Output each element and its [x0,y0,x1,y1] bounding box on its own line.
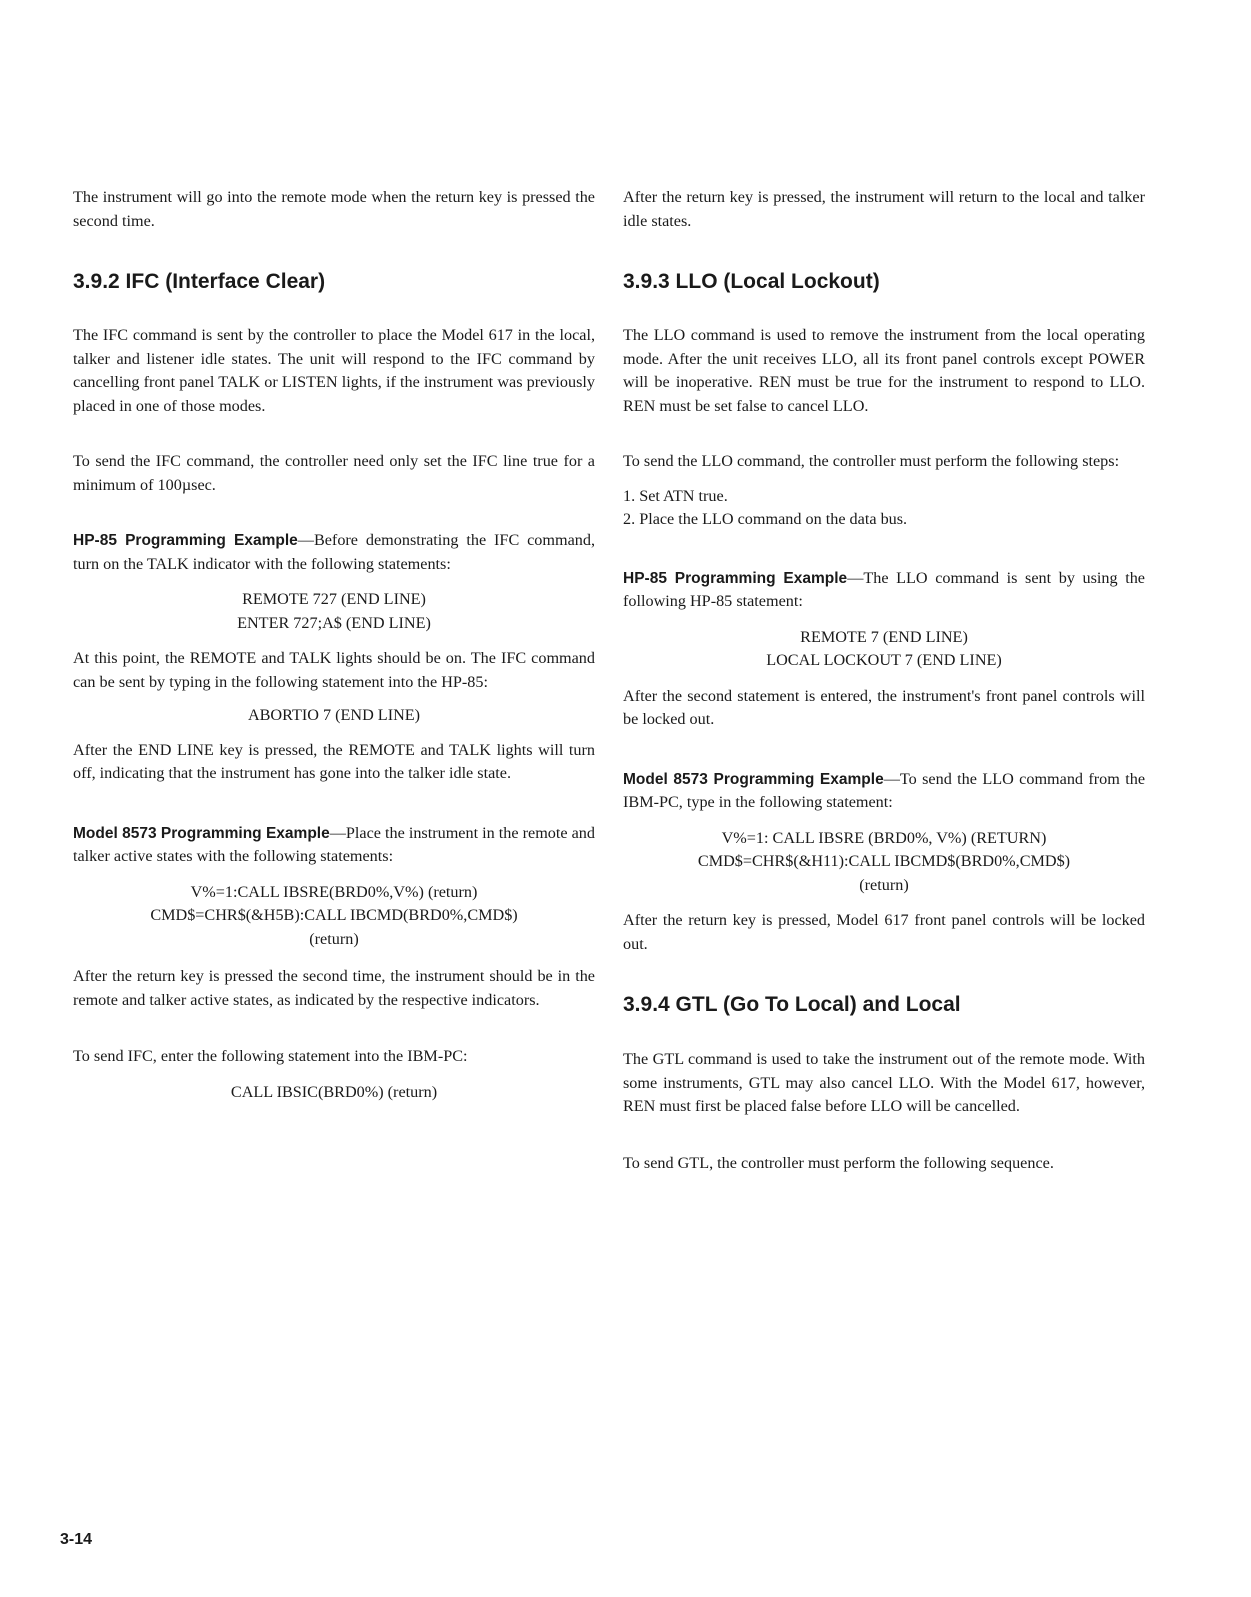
left-column [73,186,595,1104]
remote-talker-active-paragraph: After the return key is pressed the second time, the instrument should be in the remote and talker active states, as indicated by the respective indicators. [73,967,595,1009]
model-8573-llo-example-paragraph [623,768,1145,815]
page-number: 3-14 [60,1531,93,1548]
ifc-send-paragraph: To send the IFC command, the controller need only set the IFC line true for a minimum of 100µsec. [73,452,595,494]
section-heading-llo: 3.9.3 LLO (Local Lockout) [623,270,880,293]
model-8573-example-paragraph [73,822,595,869]
ifc-description-paragraph: The IFC command is sent by the controller to place the Model 617 in the local, talker and listener idle states. The unit will respond to the IFC command by cancelling front panel TALK or LISTEN lights, if the instrument was previously placed in one of those modes. [73,326,595,415]
model-8573-code-block [73,881,595,952]
code-line: CMD$=CHR$(&H5B):CALL IBCMD(BRD0%,CMD$) [150,906,518,924]
model-8573-llo-example-label: Model 8573 Programming Example [623,770,884,788]
code-line: (return) [859,875,909,894]
model-8573-llo-example-text: —To send the LLO command from the IBM-PC, type in the following statement: [623,769,1146,811]
hp85-llo-example-paragraph [623,567,1145,614]
send-ifc-paragraph: To send IFC, enter the following statement into the IBM-PC: [73,1047,468,1065]
model-8573-example-label: Model 8573 Programming Example [73,824,330,842]
hp85-llo-code-block [623,626,1145,673]
llo-description-paragraph: The LLO command is used to remove the instrument from the local operating mode. After the unit receives LLO, all its front panel controls except POWER will be inoperative. REN must be true for the instrument to respond to LLO. REN must be set false to cancel LLO. [623,326,1145,415]
gtl-send-paragraph: To send GTL, the controller must perform the following sequence. [623,1153,1054,1172]
code-line: LOCAL LOCKOUT 7 (END LINE) [766,651,1002,669]
model-8573-llo-code-block [623,827,1145,898]
llo-send-paragraph: To send the LLO command, the controller must perform the following steps: [623,452,1120,470]
list-item: 2. Place the LLO command on the data bus. [623,510,908,528]
section-heading-gtl: 3.9.4 GTL (Go To Local) and Local [623,993,961,1016]
locked-out-paragraph: After the second statement is entered, the instrument's front panel controls will be locked out. [623,686,1145,728]
right-intro-paragraph: After the return key is pressed, the instrument will return to the local and talker idle states. [623,188,1145,230]
remote-talk-lights-paragraph: At this point, the REMOTE and TALK lights should be on. The IFC command can be sent by typing in the following statement into the HP-85: [73,649,595,691]
section-heading-ifc: 3.9.2 IFC (Interface Clear) [73,270,326,293]
abortio-code-line: ABORTIO 7 (END LINE) [247,706,421,724]
ibsic-code-line: CALL IBSIC(BRD0%) (return) [230,1082,438,1101]
list-item: 1. Set ATN true. [623,486,728,505]
gtl-description-paragraph: The GTL command is used to take the instrument out of the remote mode. With some instruments, GTL may also cancel LLO. With the Model 617, however, REN must first be placed false before LLO will be cancelled. [623,1050,1145,1115]
end-line-paragraph: After the END LINE key is pressed, the REMOTE and TALK lights will turn off, indicating that the instrument has gone into the talker idle state. [73,740,595,782]
code-line: ENTER 727;A$ (END LINE) [237,613,431,632]
controls-locked-paragraph: After the return key is pressed, Model 617 front panel controls will be locked out. [623,911,1145,953]
code-line: REMOTE 7 (END LINE) [800,627,968,646]
llo-steps-list [623,485,1145,532]
hp85-example-paragraph [73,529,595,576]
hp85-example-text: —Before demonstrating the IFC command, turn on the TALK indicator with the following statements: [73,531,596,573]
code-line: REMOTE 727 (END LINE) [242,590,426,608]
code-line: V%=1:CALL IBSRE(BRD0%,V%) (return) [190,882,478,901]
hp85-example-label: HP-85 Programming Example [73,532,298,549]
code-line: CMD$=CHR$(&H11):CALL IBCMD$(BRD0%,CMD$) [697,852,1071,870]
hp85-code-block [73,588,595,635]
hp85-llo-example-label: HP-85 Programming Example [623,569,848,587]
left-intro-paragraph: The instrument will go into the remote mode when the return key is pressed the second time. [73,188,595,230]
model-8573-example-text: —Place the instrument in the remote and talker active states with the following statements: [73,823,595,865]
hp85-llo-example-text: —The LLO command is sent by using the following HP-85 statement: [623,568,1145,610]
right-column [623,186,1145,1175]
code-line: (return) [309,929,359,948]
code-line: V%=1: CALL IBSRE (BRD0%, V%) (RETURN) [721,828,1047,847]
